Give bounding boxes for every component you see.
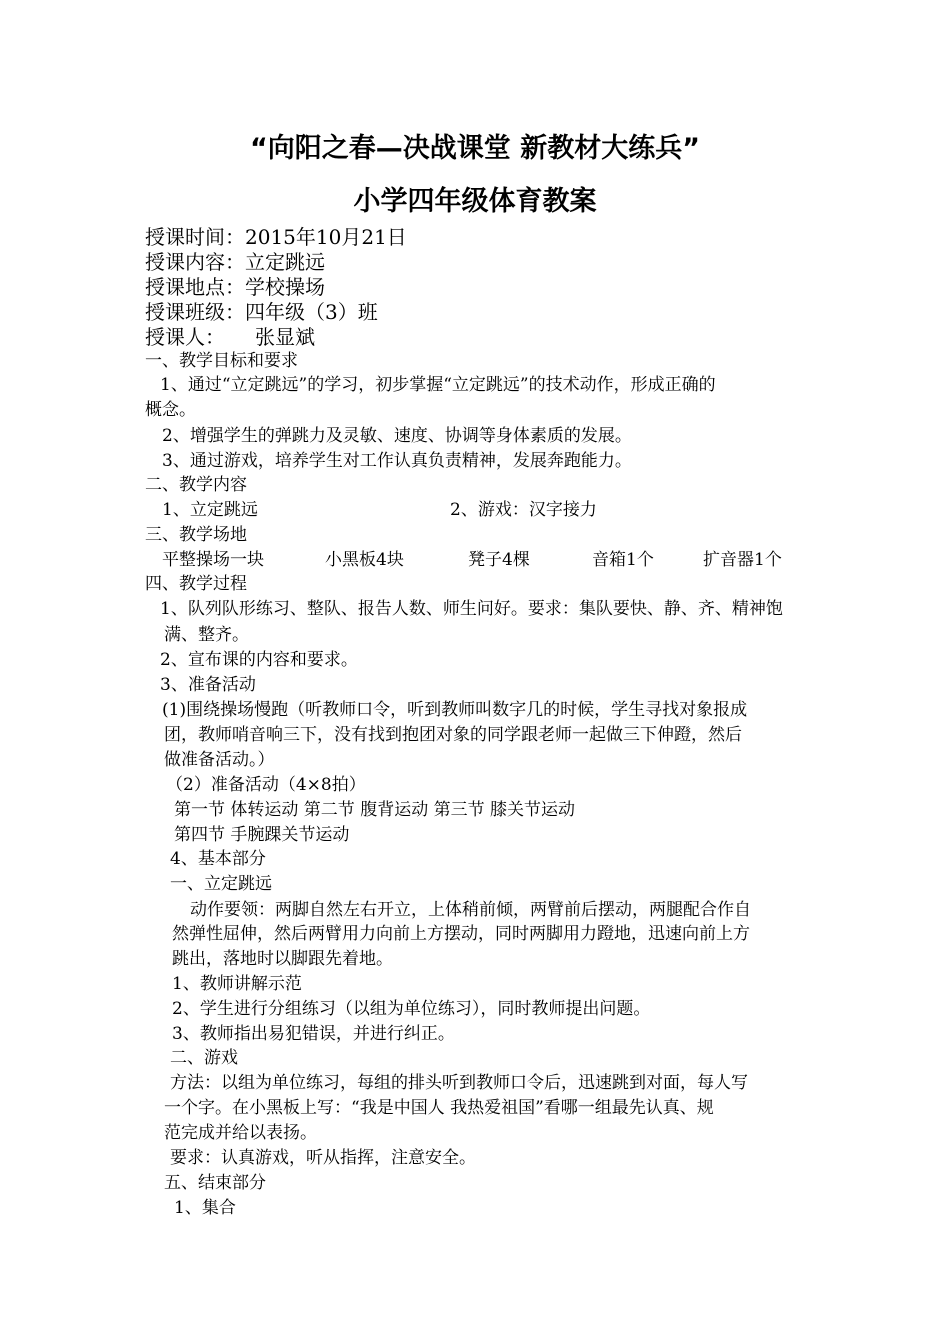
document-title-line1: “向阳之春—决战课堂 新教材大练兵” [250,133,700,164]
s4-basic-1-step: 2、学生进行分组练习（以组为单位练习），同时教师提出问题。 [172,999,651,1019]
s4-basic-1-step: 3、教师指出易犯错误，并进行纠正。 [172,1024,455,1044]
s4-warmup-2-sections: 第四节 手腕踝关节运动 [174,825,350,845]
meta-place: 授课地点：学校操场 [145,275,325,299]
s3-venue-item: 扩音器1个 [703,550,782,570]
s4-step-1-cont: 满、整齐。 [164,625,249,645]
meta-time: 授课时间：2015年10月21日 [145,225,407,249]
s3-venue-item: 平整操场一块 [162,550,264,570]
s5-item-1: 1、集合 [174,1198,236,1218]
section-3-heading: 三、教学场地 [145,525,247,545]
s2-item-1: 1、立定跳远 [162,500,258,520]
s2-item-2: 2、游戏：汉字接力 [450,500,597,520]
meta-class: 授课班级：四年级（3）班 [145,300,378,324]
s4-basic-2-heading: 二、游戏 [170,1048,238,1068]
s4-step-3: 3、准备活动 [160,675,256,695]
section-1-heading: 一、教学目标和要求 [145,351,298,371]
s4-basic-1-text: 动作要领：两脚自然左右开立，上体稍前倾，两臂前后摆动，两腿配合作自 [190,900,751,920]
s4-basic-1-text: 然弹性屈伸，然后两臂用力向前上方摆动，同时两脚用力蹬地，迅速向前上方 [172,924,750,944]
s4-basic-1-text: 跳出，落地时以脚跟先着地。 [172,949,393,969]
s4-basic-1-heading: 一、立定跳远 [170,874,272,894]
s3-venue-item: 音箱1个 [592,550,654,570]
section-5-heading: 五、结束部分 [164,1173,266,1193]
document-title-line2: 小学四年级体育教案 [353,186,597,217]
s4-basic-1-step: 1、教师讲解示范 [172,974,302,994]
s4-basic-2-method: 一个字。在小黑板上写：“我是中国人 我热爱祖国”看哪一组最先认真、规 [164,1098,714,1118]
s4-basic-2-method: 范完成并给以表扬。 [164,1123,317,1143]
s4-warmup-1: (1)围绕操场慢跑（听教师口令，听到教师叫数字几的时候，学生寻找对象报成 [162,700,748,720]
s4-basic-2-method: 方法：以组为单位练习，每组的排头听到教师口令后，迅速跳到对面，每人写 [170,1073,748,1093]
s1-goal-1: 1、通过“立定跳远”的学习，初步掌握“立定跳远”的技术动作，形成正确的 [160,375,716,395]
s4-warmup-1-cont: 做准备活动。） [164,750,275,770]
s4-basic-2-requirement: 要求：认真游戏，听从指挥，注意安全。 [170,1148,476,1168]
s4-warmup-1-cont: 团，教师哨音响三下，没有找到抱团对象的同学跟老师一起做三下伸蹬，然后 [164,725,742,745]
s1-goal-2: 2、增强学生的弹跳力及灵敏、速度、协调等身体素质的发展。 [162,426,632,446]
s3-venue-item: 小黑板4块 [325,550,404,570]
s1-goal-1-cont: 概念。 [145,400,196,420]
s4-step-1: 1、队列队形练习、整队、报告人数、师生问好。要求：集队要快、静、齐、精神饱 [160,599,783,619]
meta-content: 授课内容：立定跳远 [145,250,325,274]
s1-goal-3: 3、通过游戏，培养学生对工作认真负责精神，发展奔跑能力。 [162,451,632,471]
section-2-heading: 二、教学内容 [145,475,247,495]
meta-teacher-label: 授课人： [145,325,225,349]
section-4-heading: 四、教学过程 [145,574,247,594]
meta-teacher-name: 张显斌 [255,325,315,349]
s4-warmup-2-sections: 第一节 体转运动 第二节 腹背运动 第三节 膝关节运动 [174,800,576,820]
s4-warmup-2: （2）准备活动（4×8拍） [166,775,366,795]
s3-venue-item: 凳子4棵 [468,550,530,570]
s4-step-2: 2、宣布课的内容和要求。 [160,650,358,670]
s4-step-4: 4、基本部分 [170,849,266,869]
